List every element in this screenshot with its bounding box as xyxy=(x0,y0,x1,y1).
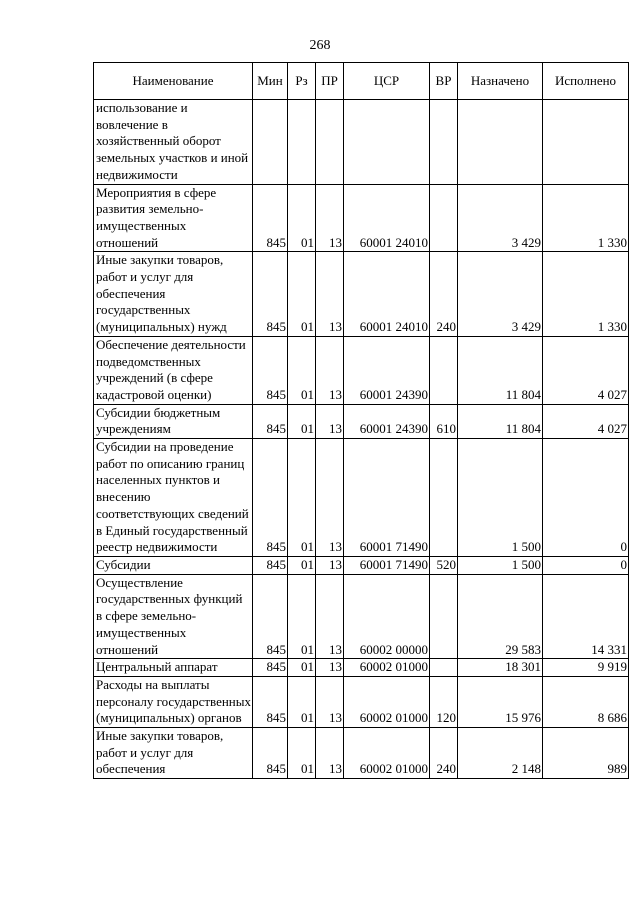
cell-assigned: 15 976 xyxy=(458,676,543,727)
cell-pr: 13 xyxy=(316,336,344,404)
cell-rz: 01 xyxy=(288,252,316,337)
cell-name: Субсидии на проведение работ по описанию границ населенных пунктов и внесению соответствующих сведений в Единый государственный реестр недвижимости xyxy=(94,439,253,557)
cell-assigned: 2 148 xyxy=(458,728,543,779)
cell-csr xyxy=(344,100,430,185)
cell-min: 845 xyxy=(253,439,288,557)
header-rz: Рз xyxy=(288,63,316,100)
cell-executed: 1 330 xyxy=(543,184,629,252)
table-row xyxy=(94,439,629,557)
cell-vr xyxy=(430,659,458,677)
cell-executed: 9 919 xyxy=(543,659,629,677)
cell-vr xyxy=(430,336,458,404)
cell-pr: 13 xyxy=(316,556,344,574)
cell-min: 845 xyxy=(253,184,288,252)
cell-rz: 01 xyxy=(288,556,316,574)
cell-vr xyxy=(430,100,458,185)
cell-pr xyxy=(316,100,344,185)
cell-pr: 13 xyxy=(316,574,344,659)
cell-executed: 8 686 xyxy=(543,676,629,727)
cell-name: Центральный аппарат xyxy=(94,659,253,677)
cell-min: 845 xyxy=(253,404,288,438)
cell-csr: 60001 71490 xyxy=(344,439,430,557)
cell-name: Иные закупки товаров, работ и услуг для обеспечения xyxy=(94,728,253,779)
cell-rz: 01 xyxy=(288,728,316,779)
cell-rz: 01 xyxy=(288,439,316,557)
cell-assigned: 11 804 xyxy=(458,404,543,438)
cell-name: Субсидии бюджетным учреждениям xyxy=(94,404,253,438)
header-csr: ЦСР xyxy=(344,63,430,100)
cell-csr: 60002 01000 xyxy=(344,676,430,727)
cell-assigned: 11 804 xyxy=(458,336,543,404)
cell-csr: 60001 24010 xyxy=(344,184,430,252)
cell-vr: 520 xyxy=(430,556,458,574)
cell-executed: 4 027 xyxy=(543,336,629,404)
cell-rz: 01 xyxy=(288,676,316,727)
cell-csr: 60001 24390 xyxy=(344,404,430,438)
table-row xyxy=(94,574,629,659)
table-row xyxy=(94,556,629,574)
cell-name: Иные закупки товаров, работ и услуг для обеспечения государственных (муниципальных) нужд xyxy=(94,252,253,337)
cell-csr: 60002 00000 xyxy=(344,574,430,659)
cell-assigned xyxy=(458,100,543,185)
cell-assigned: 1 500 xyxy=(458,556,543,574)
cell-pr: 13 xyxy=(316,404,344,438)
cell-pr: 13 xyxy=(316,728,344,779)
cell-rz xyxy=(288,100,316,185)
table-row xyxy=(94,184,629,252)
cell-csr: 60001 71490 xyxy=(344,556,430,574)
cell-vr xyxy=(430,439,458,557)
table-row xyxy=(94,676,629,727)
cell-pr: 13 xyxy=(316,184,344,252)
cell-min: 845 xyxy=(253,252,288,337)
cell-executed: 1 330 xyxy=(543,252,629,337)
cell-rz: 01 xyxy=(288,659,316,677)
table-row xyxy=(94,252,629,337)
cell-name: Субсидии xyxy=(94,556,253,574)
cell-rz: 01 xyxy=(288,404,316,438)
cell-min xyxy=(253,100,288,185)
cell-assigned: 29 583 xyxy=(458,574,543,659)
page-number: 268 xyxy=(309,38,331,53)
cell-min: 845 xyxy=(253,659,288,677)
cell-name: использование и вовлечение в хозяйственный оборот земельных участков и иной недвижимости xyxy=(94,100,253,185)
cell-executed: 14 331 xyxy=(543,574,629,659)
header-pr: ПР xyxy=(316,63,344,100)
cell-rz: 01 xyxy=(288,574,316,659)
table-row xyxy=(94,404,629,438)
cell-executed: 989 xyxy=(543,728,629,779)
cell-name: Осуществление государственных функций в сфере земельно-имущественных отношений xyxy=(94,574,253,659)
table-row xyxy=(94,728,629,779)
cell-vr: 610 xyxy=(430,404,458,438)
cell-min: 845 xyxy=(253,728,288,779)
header-min: Мин xyxy=(253,63,288,100)
cell-assigned: 3 429 xyxy=(458,252,543,337)
cell-vr: 240 xyxy=(430,728,458,779)
cell-pr: 13 xyxy=(316,252,344,337)
cell-vr: 240 xyxy=(430,252,458,337)
cell-vr xyxy=(430,184,458,252)
table-row xyxy=(94,100,629,185)
cell-executed xyxy=(543,100,629,185)
cell-pr: 13 xyxy=(316,676,344,727)
cell-executed: 0 xyxy=(543,556,629,574)
cell-name: Расходы на выплаты персоналу государственных (муниципальных) органов xyxy=(94,676,253,727)
cell-min: 845 xyxy=(253,336,288,404)
header-vr: ВР xyxy=(430,63,458,100)
cell-name: Мероприятия в сфере развития земельно-имущественных отношений xyxy=(94,184,253,252)
cell-vr: 120 xyxy=(430,676,458,727)
cell-csr: 60001 24010 xyxy=(344,252,430,337)
cell-assigned: 18 301 xyxy=(458,659,543,677)
cell-rz: 01 xyxy=(288,184,316,252)
table-row xyxy=(94,659,629,677)
cell-min: 845 xyxy=(253,574,288,659)
table-row xyxy=(94,336,629,404)
cell-csr: 60001 24390 xyxy=(344,336,430,404)
cell-executed: 0 xyxy=(543,439,629,557)
header-name: Наименование xyxy=(94,63,253,100)
cell-csr: 60002 01000 xyxy=(344,659,430,677)
cell-csr: 60002 01000 xyxy=(344,728,430,779)
cell-min: 845 xyxy=(253,556,288,574)
table-header-row xyxy=(94,63,629,100)
cell-min: 845 xyxy=(253,676,288,727)
cell-vr xyxy=(430,574,458,659)
cell-pr: 13 xyxy=(316,439,344,557)
cell-rz: 01 xyxy=(288,336,316,404)
budget-table xyxy=(93,62,629,779)
header-assigned: Назначено xyxy=(458,63,543,100)
cell-pr: 13 xyxy=(316,659,344,677)
header-executed: Исполнено xyxy=(543,63,629,100)
cell-name: Обеспечение деятельности подведомственных учреждений (в сфере кадастровой оценки) xyxy=(94,336,253,404)
cell-assigned: 1 500 xyxy=(458,439,543,557)
cell-executed: 4 027 xyxy=(543,404,629,438)
cell-assigned: 3 429 xyxy=(458,184,543,252)
